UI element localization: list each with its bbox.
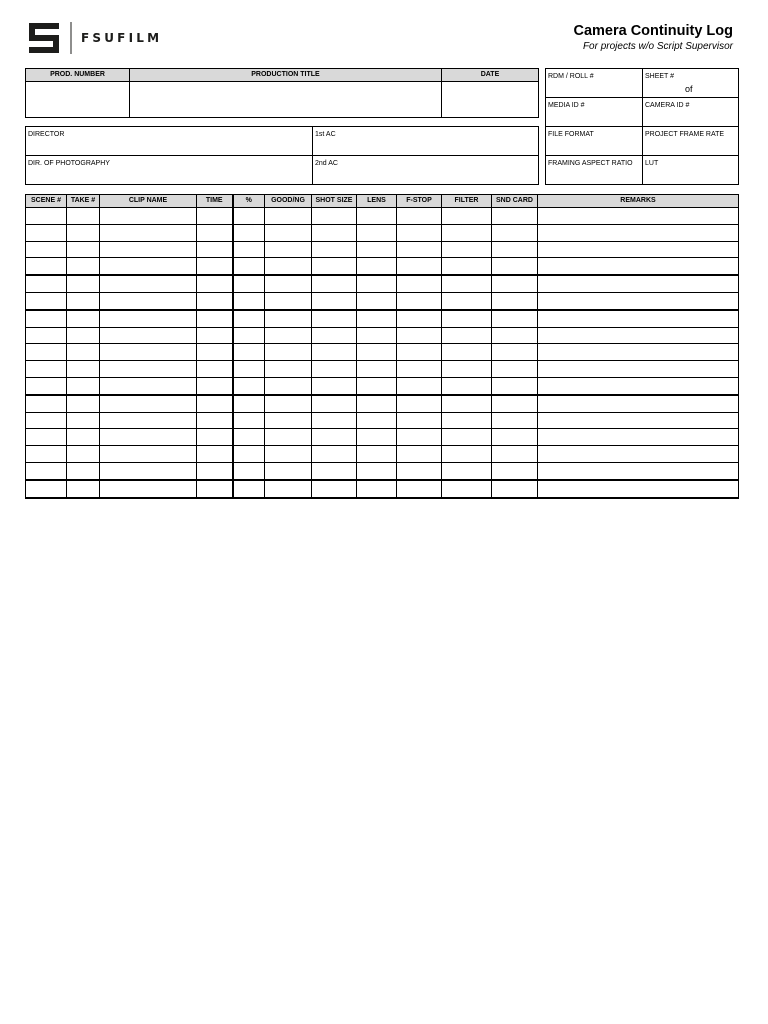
log-cell[interactable] <box>265 395 312 412</box>
frame-rate-field[interactable] <box>643 127 739 156</box>
log-row <box>26 224 739 241</box>
log-cell[interactable] <box>492 412 538 429</box>
log-cell[interactable] <box>67 377 100 394</box>
log-cell[interactable] <box>233 446 265 463</box>
log-cell[interactable] <box>100 224 197 241</box>
log-cell[interactable] <box>397 208 442 225</box>
log-col-header: SND CARD <box>492 195 538 208</box>
log-cell[interactable] <box>265 429 312 446</box>
log-cell[interactable] <box>492 258 538 275</box>
media-info-table <box>545 68 739 185</box>
aspect-ratio-label: FRAMING ASPECT RATIO <box>548 160 633 167</box>
log-cell[interactable] <box>100 395 197 412</box>
log-cell[interactable] <box>492 208 538 225</box>
log-cell[interactable] <box>197 395 233 412</box>
log-cell[interactable] <box>26 429 67 446</box>
prod-number-header: PROD. NUMBER <box>26 69 130 82</box>
log-cell[interactable] <box>26 327 67 344</box>
log-cell[interactable] <box>233 377 265 394</box>
log-cell[interactable] <box>397 224 442 241</box>
log-cell[interactable] <box>26 412 67 429</box>
log-cell[interactable] <box>397 395 442 412</box>
log-cell[interactable] <box>357 327 397 344</box>
log-cell[interactable] <box>397 241 442 258</box>
log-cell[interactable] <box>397 361 442 378</box>
camera-id-field[interactable] <box>643 98 739 127</box>
rdm-roll-label: RDM / ROLL # <box>548 73 594 80</box>
log-cell[interactable] <box>100 361 197 378</box>
log-cell[interactable] <box>100 429 197 446</box>
log-cell[interactable] <box>26 275 67 292</box>
log-cell[interactable] <box>538 224 739 241</box>
log-row <box>26 344 739 361</box>
log-cell[interactable] <box>26 480 67 498</box>
log-cell[interactable] <box>538 377 739 394</box>
log-row <box>26 292 739 309</box>
log-cell[interactable] <box>312 462 357 479</box>
date-header: DATE <box>442 69 539 82</box>
log-cell[interactable] <box>492 275 538 292</box>
log-cell[interactable] <box>67 395 100 412</box>
log-cell[interactable] <box>265 462 312 479</box>
log-cell[interactable] <box>442 361 492 378</box>
log-cell[interactable] <box>233 241 265 258</box>
log-cell[interactable] <box>312 258 357 275</box>
log-cell[interactable] <box>197 327 233 344</box>
sheet-of-label: of <box>685 84 693 94</box>
log-cell[interactable] <box>492 224 538 241</box>
production-table <box>25 68 539 118</box>
log-col-header: SHOT SIZE <box>312 195 357 208</box>
log-cell[interactable] <box>538 241 739 258</box>
log-cell[interactable] <box>233 258 265 275</box>
log-cell[interactable] <box>100 292 197 309</box>
log-cell[interactable] <box>357 208 397 225</box>
log-cell[interactable] <box>492 429 538 446</box>
camera-id-label: CAMERA ID # <box>645 102 690 109</box>
log-cell[interactable] <box>265 292 312 309</box>
log-cell[interactable] <box>265 241 312 258</box>
log-cell[interactable] <box>265 344 312 361</box>
log-cell[interactable] <box>100 446 197 463</box>
log-cell[interactable] <box>538 446 739 463</box>
log-cell[interactable] <box>312 395 357 412</box>
log-cell[interactable] <box>442 462 492 479</box>
second-ac-field[interactable] <box>313 156 539 185</box>
crew-table <box>25 126 539 185</box>
log-col-header: F-STOP <box>397 195 442 208</box>
log-cell[interactable] <box>492 241 538 258</box>
log-cell[interactable] <box>312 377 357 394</box>
log-cell[interactable] <box>26 292 67 309</box>
log-cell[interactable] <box>233 275 265 292</box>
log-cell[interactable] <box>538 480 739 498</box>
log-cell[interactable] <box>492 446 538 463</box>
log-cell[interactable] <box>100 241 197 258</box>
log-cell[interactable] <box>357 395 397 412</box>
production-title-field[interactable] <box>130 82 442 118</box>
log-cell[interactable] <box>265 310 312 327</box>
director-label: DIRECTOR <box>28 131 65 138</box>
log-cell[interactable] <box>357 241 397 258</box>
log-cell[interactable] <box>233 462 265 479</box>
frame-rate-label: PROJECT FRAME RATE <box>645 131 725 138</box>
log-cell[interactable] <box>26 446 67 463</box>
log-cell[interactable] <box>197 224 233 241</box>
log-cell[interactable] <box>442 429 492 446</box>
log-row <box>26 361 739 378</box>
log-cell[interactable] <box>265 327 312 344</box>
log-cell[interactable] <box>357 344 397 361</box>
log-cell[interactable] <box>538 395 739 412</box>
log-cell[interactable] <box>26 258 67 275</box>
log-cell[interactable] <box>265 208 312 225</box>
log-cell[interactable] <box>312 310 357 327</box>
log-cell[interactable] <box>312 412 357 429</box>
file-format-label: FILE FORMAT <box>548 131 594 138</box>
file-format-field[interactable] <box>546 127 643 156</box>
log-cell[interactable] <box>26 361 67 378</box>
log-cell[interactable] <box>197 480 233 498</box>
log-row <box>26 377 739 394</box>
prod-number-field[interactable] <box>26 82 130 118</box>
log-row <box>26 429 739 446</box>
first-ac-label: 1st AC <box>315 131 336 138</box>
log-cell[interactable] <box>233 361 265 378</box>
log-cell[interactable] <box>442 480 492 498</box>
log-cell[interactable] <box>397 310 442 327</box>
log-header-row <box>26 195 739 208</box>
log-row <box>26 412 739 429</box>
log-cell[interactable] <box>233 208 265 225</box>
log-row <box>26 395 739 412</box>
log-cell[interactable] <box>442 241 492 258</box>
media-id-field[interactable] <box>546 98 643 127</box>
log-cell[interactable] <box>442 327 492 344</box>
log-cell[interactable] <box>265 275 312 292</box>
log-row <box>26 446 739 463</box>
log-cell[interactable] <box>67 258 100 275</box>
log-cell[interactable] <box>397 412 442 429</box>
log-cell[interactable] <box>442 310 492 327</box>
log-cell[interactable] <box>197 361 233 378</box>
log-cell[interactable] <box>233 395 265 412</box>
aspect-ratio-field[interactable] <box>546 156 643 185</box>
log-cell[interactable] <box>100 275 197 292</box>
log-cell[interactable] <box>357 446 397 463</box>
media-id-label: MEDIA ID # <box>548 102 585 109</box>
log-cell[interactable] <box>100 258 197 275</box>
log-cell[interactable] <box>26 462 67 479</box>
log-cell[interactable] <box>442 208 492 225</box>
log-cell[interactable] <box>197 208 233 225</box>
log-cell[interactable] <box>397 429 442 446</box>
log-cell[interactable] <box>397 327 442 344</box>
log-cell[interactable] <box>397 344 442 361</box>
date-field[interactable] <box>442 82 539 118</box>
dop-field[interactable] <box>26 156 313 185</box>
log-cell[interactable] <box>538 275 739 292</box>
log-cell[interactable] <box>67 327 100 344</box>
log-cell[interactable] <box>100 480 197 498</box>
log-cell[interactable] <box>265 224 312 241</box>
log-cell[interactable] <box>357 361 397 378</box>
page-subtitle: For projects w/o Script Supervisor <box>582 41 733 52</box>
log-col-header: REMARKS <box>538 195 739 208</box>
log-cell[interactable] <box>397 275 442 292</box>
log-cell[interactable] <box>492 327 538 344</box>
log-cell[interactable] <box>492 344 538 361</box>
second-ac-label: 2nd AC <box>315 160 338 167</box>
log-cell[interactable] <box>67 292 100 309</box>
log-cell[interactable] <box>233 480 265 498</box>
log-cell[interactable] <box>442 344 492 361</box>
log-cell[interactable] <box>265 446 312 463</box>
log-cell[interactable] <box>67 412 100 429</box>
log-cell[interactable] <box>357 462 397 479</box>
log-cell[interactable] <box>357 292 397 309</box>
log-cell[interactable] <box>538 310 739 327</box>
log-cell[interactable] <box>26 241 67 258</box>
log-cell[interactable] <box>67 224 100 241</box>
log-cell[interactable] <box>312 446 357 463</box>
log-cell[interactable] <box>442 446 492 463</box>
log-cell[interactable] <box>26 310 67 327</box>
log-cell[interactable] <box>357 275 397 292</box>
log-cell[interactable] <box>26 208 67 225</box>
log-cell[interactable] <box>442 292 492 309</box>
log-row <box>26 258 739 275</box>
log-cell[interactable] <box>397 480 442 498</box>
log-cell[interactable] <box>538 361 739 378</box>
log-cell[interactable] <box>357 258 397 275</box>
dop-label: DIR. OF PHOTOGRAPHY <box>28 160 110 167</box>
log-cell[interactable] <box>492 462 538 479</box>
log-cell[interactable] <box>197 446 233 463</box>
log-cell[interactable] <box>233 292 265 309</box>
log-cell[interactable] <box>100 412 197 429</box>
log-cell[interactable] <box>233 310 265 327</box>
log-cell[interactable] <box>197 292 233 309</box>
log-cell[interactable] <box>233 429 265 446</box>
log-cell[interactable] <box>442 258 492 275</box>
log-col-header: FILTER <box>442 195 492 208</box>
log-cell[interactable] <box>357 224 397 241</box>
log-cell[interactable] <box>67 310 100 327</box>
log-cell[interactable] <box>442 275 492 292</box>
log-row <box>26 327 739 344</box>
log-col-header: CLIP NAME <box>100 195 197 208</box>
log-cell[interactable] <box>265 377 312 394</box>
log-cell[interactable] <box>397 258 442 275</box>
continuity-log-table <box>25 194 739 499</box>
log-cell[interactable] <box>538 292 739 309</box>
log-cell[interactable] <box>492 310 538 327</box>
log-cell[interactable] <box>233 224 265 241</box>
log-cell[interactable] <box>197 377 233 394</box>
log-cell[interactable] <box>265 258 312 275</box>
log-cell[interactable] <box>538 462 739 479</box>
sheet-label: SHEET # <box>645 73 675 80</box>
log-cell[interactable] <box>312 429 357 446</box>
log-col-header: TIME <box>197 195 233 208</box>
log-cell[interactable] <box>100 344 197 361</box>
log-cell[interactable] <box>67 429 100 446</box>
log-cell[interactable] <box>265 412 312 429</box>
log-cell[interactable] <box>538 429 739 446</box>
log-cell[interactable] <box>357 480 397 498</box>
log-cell[interactable] <box>67 208 100 225</box>
log-cell[interactable] <box>357 412 397 429</box>
log-row <box>26 275 739 292</box>
rdm-roll-field[interactable] <box>546 69 643 98</box>
log-cell[interactable] <box>67 361 100 378</box>
log-cell[interactable] <box>312 327 357 344</box>
log-row <box>26 462 739 479</box>
lut-field[interactable] <box>643 156 739 185</box>
log-cell[interactable] <box>67 446 100 463</box>
log-cell[interactable] <box>67 275 100 292</box>
log-col-header: TAKE # <box>67 195 100 208</box>
log-cell[interactable] <box>100 310 197 327</box>
log-cell[interactable] <box>197 275 233 292</box>
log-cell[interactable] <box>67 344 100 361</box>
log-cell[interactable] <box>233 327 265 344</box>
log-cell[interactable] <box>197 462 233 479</box>
brand-name: FSUFILM <box>81 31 163 45</box>
log-cell[interactable] <box>312 344 357 361</box>
log-cell[interactable] <box>67 241 100 258</box>
log-cell[interactable] <box>492 377 538 394</box>
log-col-header: GOOD/NG <box>265 195 312 208</box>
log-cell[interactable] <box>67 462 100 479</box>
log-cell[interactable] <box>197 241 233 258</box>
log-cell[interactable] <box>357 377 397 394</box>
log-cell[interactable] <box>538 327 739 344</box>
log-cell[interactable] <box>538 412 739 429</box>
log-row <box>26 480 739 498</box>
log-cell[interactable] <box>67 480 100 498</box>
log-cell[interactable] <box>100 377 197 394</box>
log-cell[interactable] <box>442 224 492 241</box>
page-title: Camera Continuity Log <box>573 23 733 39</box>
log-cell[interactable] <box>265 480 312 498</box>
log-cell[interactable] <box>538 258 739 275</box>
production-title-header: PRODUCTION TITLE <box>130 69 442 82</box>
log-cell[interactable] <box>197 429 233 446</box>
log-cell[interactable] <box>397 462 442 479</box>
log-cell[interactable] <box>312 241 357 258</box>
log-cell[interactable] <box>442 377 492 394</box>
log-col-header: LENS <box>357 195 397 208</box>
log-cell[interactable] <box>397 377 442 394</box>
log-row <box>26 310 739 327</box>
log-cell[interactable] <box>492 395 538 412</box>
log-cell[interactable] <box>26 344 67 361</box>
log-cell[interactable] <box>312 361 357 378</box>
log-cell[interactable] <box>197 258 233 275</box>
log-cell[interactable] <box>492 361 538 378</box>
log-cell[interactable] <box>197 310 233 327</box>
director-field[interactable] <box>26 127 313 156</box>
log-cell[interactable] <box>100 208 197 225</box>
log-cell[interactable] <box>197 344 233 361</box>
log-cell[interactable] <box>538 208 739 225</box>
log-cell[interactable] <box>312 292 357 309</box>
log-cell[interactable] <box>26 224 67 241</box>
log-row <box>26 208 739 225</box>
first-ac-field[interactable] <box>313 127 539 156</box>
log-cell[interactable] <box>312 480 357 498</box>
log-cell[interactable] <box>312 208 357 225</box>
log-cell[interactable] <box>265 361 312 378</box>
log-cell[interactable] <box>100 327 197 344</box>
log-cell[interactable] <box>357 310 397 327</box>
log-cell[interactable] <box>233 412 265 429</box>
log-cell[interactable] <box>397 446 442 463</box>
log-col-header: % <box>233 195 265 208</box>
log-cell[interactable] <box>100 462 197 479</box>
log-cell[interactable] <box>442 395 492 412</box>
log-col-header: SCENE # <box>26 195 67 208</box>
log-cell[interactable] <box>197 412 233 429</box>
log-cell[interactable] <box>538 344 739 361</box>
log-cell[interactable] <box>492 292 538 309</box>
log-cell[interactable] <box>442 412 492 429</box>
log-cell[interactable] <box>312 224 357 241</box>
log-cell[interactable] <box>26 377 67 394</box>
log-cell[interactable] <box>312 275 357 292</box>
log-cell[interactable] <box>26 395 67 412</box>
log-row <box>26 241 739 258</box>
log-cell[interactable] <box>357 429 397 446</box>
log-cell[interactable] <box>233 344 265 361</box>
log-cell[interactable] <box>397 292 442 309</box>
log-cell[interactable] <box>492 480 538 498</box>
lut-label: LUT <box>645 160 659 167</box>
